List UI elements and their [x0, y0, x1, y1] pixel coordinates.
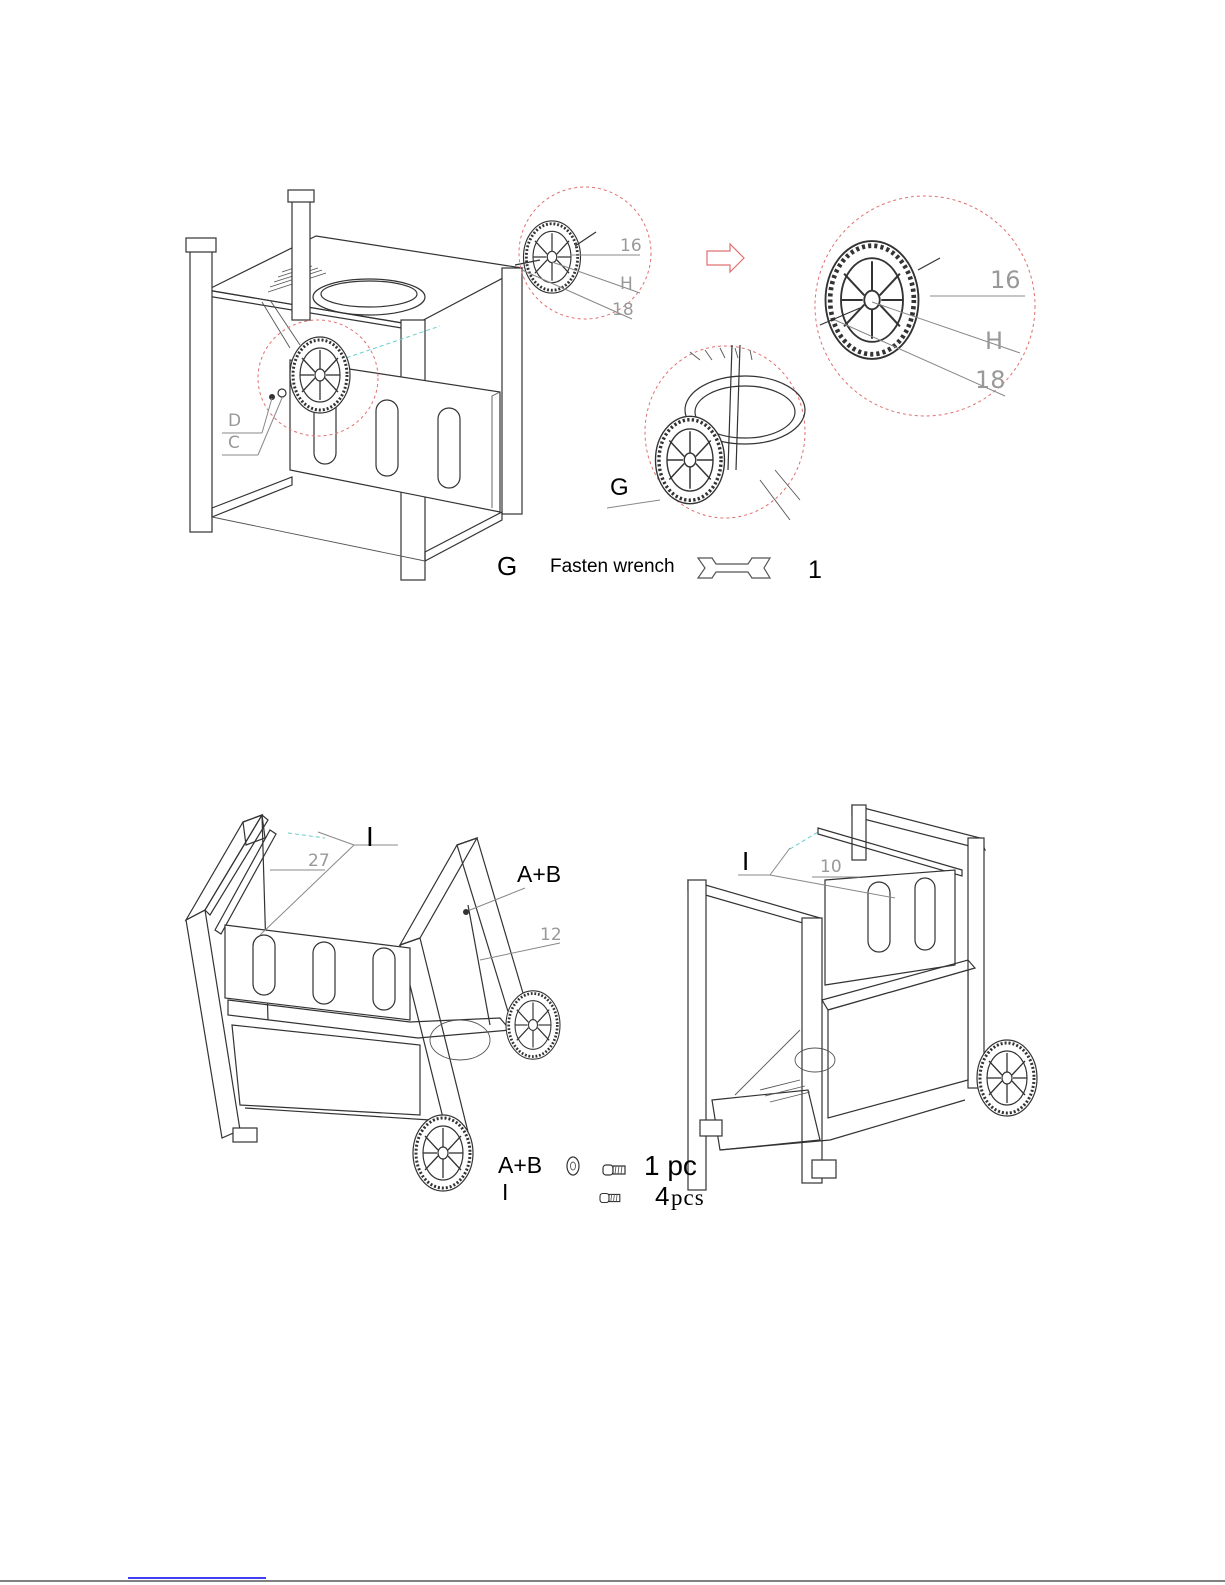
part-i-row	[502, 1179, 705, 1211]
callout-18	[522, 270, 634, 320]
svg-text:16: 16	[990, 266, 1021, 294]
part-i-letter: I	[502, 1179, 509, 1205]
tool-letter: G	[497, 551, 518, 581]
zoom-callout-16	[930, 266, 1025, 296]
wrench-icon	[698, 558, 770, 578]
svg-text:H: H	[985, 327, 1004, 355]
parts-list	[498, 1150, 705, 1211]
callout-16	[572, 236, 642, 256]
washer-icon	[567, 1157, 579, 1175]
svg-text:27: 27	[308, 851, 330, 871]
svg-text:I: I	[742, 846, 750, 876]
bolt-icon	[603, 1165, 625, 1175]
zoom-arrow-icon	[707, 244, 744, 272]
left-callout-27	[270, 851, 330, 871]
svg-text:16: 16	[620, 236, 642, 256]
screw-icon	[600, 1194, 620, 1203]
step1-cart-frame	[186, 190, 522, 580]
left-callout-i	[260, 821, 398, 935]
svg-text:18: 18	[612, 300, 634, 320]
part-i-qty-unit: pcs	[671, 1185, 705, 1210]
step2-left-cart	[186, 815, 560, 1191]
svg-text:D: D	[228, 411, 242, 431]
part-ab-qty: 1 pc	[644, 1150, 697, 1181]
tool-qty: 1	[808, 556, 822, 584]
wrench-detail-circle	[645, 345, 805, 520]
part-ab-letter: A+B	[498, 1152, 543, 1178]
svg-text:A+B: A+B	[517, 861, 562, 887]
svg-text:12: 12	[540, 925, 562, 945]
svg-text:G: G	[610, 474, 629, 501]
svg-text:18: 18	[975, 366, 1006, 394]
svg-text:C: C	[228, 433, 240, 453]
svg-text:I: I	[366, 821, 374, 852]
tool-name: Fasten wrench	[550, 556, 675, 577]
svg-text:H: H	[620, 274, 633, 294]
part-ab-row	[498, 1150, 697, 1181]
detail-label-g	[607, 474, 660, 508]
tool-row	[497, 551, 822, 584]
svg-text:10: 10	[820, 857, 842, 877]
part-i-qty-num: 4	[655, 1181, 670, 1211]
step2-right-cart	[688, 805, 1037, 1190]
